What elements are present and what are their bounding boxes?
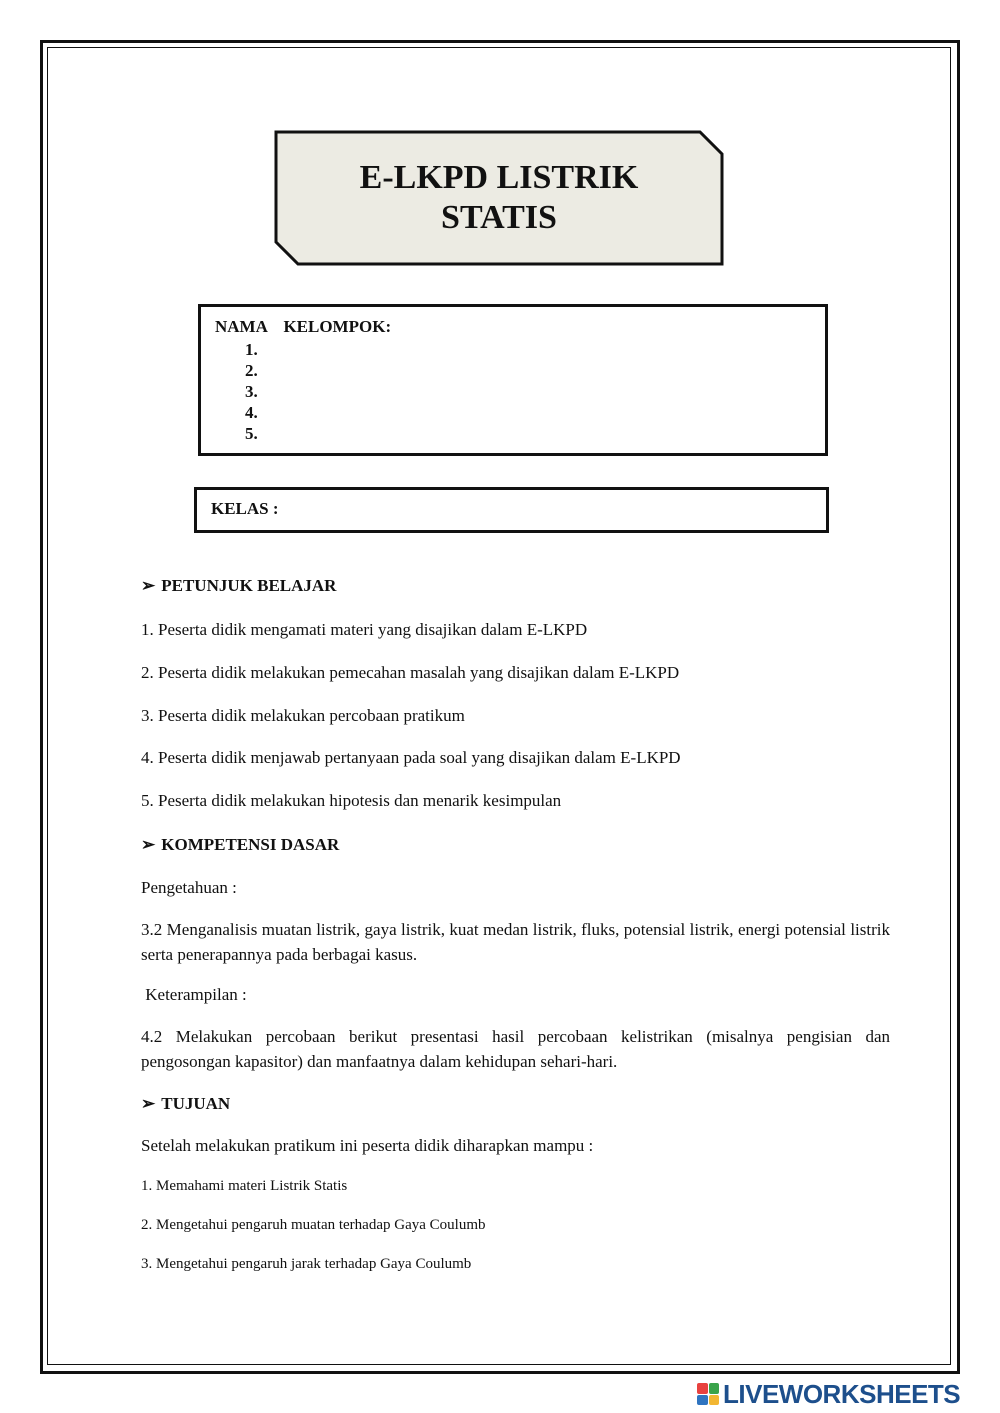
keterampilan-label: Keterampilan : [141,985,247,1004]
class-box[interactable] [194,487,829,533]
pengetahuan-text: 3.2 Menganalisis muatan listrik, gaya listrik, kuat medan listrik, fluks, potensial listrik, energi potensial listrik serta penerapannya pada berbagai kasus. [141,920,890,964]
tujuan-item-2: 2. Mengetahui pengaruh muatan terhadap Gaya Coulumb [141,1217,486,1233]
arrow-icon: ➢ [141,835,156,854]
title-line-2: STATIS [441,199,557,236]
group-member-2[interactable]: 2. [245,361,258,380]
petunjuk-item-4: 4. Peserta didik menjawab pertanyaan pada soal yang disajikan dalam E-LKPD [141,748,681,767]
pengetahuan-label: Pengetahuan : [141,878,237,897]
arrow-icon: ➢ [141,1094,156,1113]
liveworksheets-logo-icon [697,1383,719,1405]
class-label: KELAS : [211,499,279,518]
group-members-box [198,304,828,456]
watermark-text: LIVEWORKSHEETS [723,1378,961,1409]
logo-square [697,1395,708,1406]
logo-square [697,1383,708,1394]
logo-square [709,1395,720,1406]
logo-square [709,1383,720,1394]
group-member-1[interactable]: 1. [245,340,258,359]
petunjuk-item-2: 2. Peserta didik melakukan pemecahan masalah yang disajikan dalam E-LKPD [141,663,680,682]
section-tujuan-heading [141,1094,230,1114]
tujuan-item-3: 3. Mengetahui pengaruh jarak terhadap Gaya Coulumb [141,1256,472,1272]
group-member-list [245,339,258,444]
section-kompetensi-title: KOMPETENSI DASAR [161,835,340,854]
title-line-1: E-LKPD LISTRIK [359,159,639,196]
petunjuk-item-5: 5. Peserta didik melakukan hipotesis dan menarik kesimpulan [141,791,562,810]
group-member-3[interactable]: 3. [245,382,258,401]
group-member-5[interactable]: 5. [245,424,258,443]
keterampilan-text: 4.2 Melakukan percobaan berikut presentasi hasil percobaan kelistrikan (misalnya pengisian dan pengosongan kapasitor) dan manfaatnya dalam kehidupan sehari-hari. [141,1027,890,1071]
section-petunjuk-heading [141,576,336,596]
section-tujuan-title: TUJUAN [161,1094,231,1113]
group-label: NAMA KELOMPOK: [215,317,392,336]
title-box [272,128,726,268]
tujuan-intro: Setelah melakukan pratikum ini peserta didik diharapkan mampu : [141,1136,594,1155]
section-kompetensi-heading [141,835,339,855]
petunjuk-item-3: 3. Peserta didik melakukan percobaan pratikum [141,706,465,725]
arrow-icon: ➢ [141,576,156,595]
liveworksheets-watermark[interactable] [697,1378,997,1410]
group-member-4[interactable]: 4. [245,403,258,422]
petunjuk-item-1: 1. Peserta didik mengamati materi yang disajikan dalam E-LKPD [141,620,588,639]
section-petunjuk-title: PETUNJUK BELAJAR [161,576,337,595]
tujuan-item-1: 1. Memahami materi Listrik Statis [141,1178,348,1194]
document-title [272,158,726,238]
